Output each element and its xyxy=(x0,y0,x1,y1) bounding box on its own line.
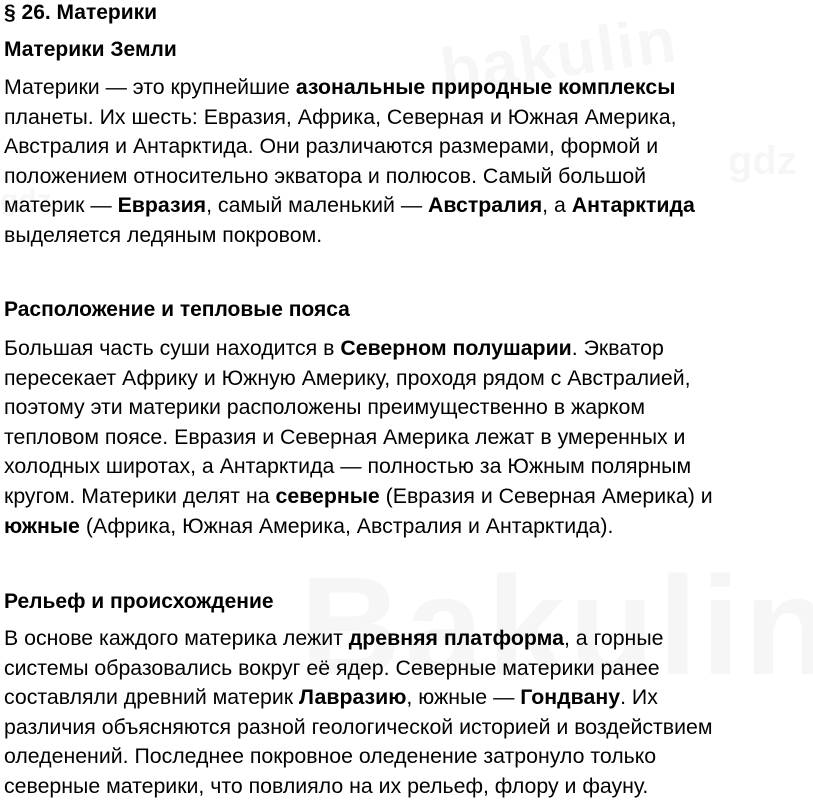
heading-location-and-heat-belts: Расположение и тепловые пояса xyxy=(4,298,350,321)
text-run: , а горные xyxy=(563,626,664,650)
text-run: (Евразия и Северная Америка) и xyxy=(379,483,713,508)
paragraph-location-and-heat-belts xyxy=(4,334,809,541)
text-run: оледенений. Последнее покровное оледенение затронуло только xyxy=(4,744,657,769)
paragraph-line xyxy=(4,393,809,423)
paragraph-line xyxy=(4,334,809,364)
text-run: тепловом поясе. Евразия и Северная Америка лежат в умеренных и xyxy=(4,424,686,449)
text-run: пересекает Африку и Южную Америку, проходя рядом с Австралией, xyxy=(4,365,691,390)
text-run: кругом. Материки делят на xyxy=(4,483,276,508)
paragraph-continents-of-earth xyxy=(4,73,809,251)
text-run: холодных широтах, а Антарктида — полностью за Южным полярным xyxy=(4,454,692,479)
paragraph-line xyxy=(4,512,809,542)
text-run: (Африка, Южная Америка, Австралия и Антарктида). xyxy=(79,513,614,538)
paragraph-line xyxy=(4,364,809,394)
text-run: . Их xyxy=(620,685,658,710)
text-run: выделяется ледяным покровом. xyxy=(4,222,323,247)
heading-continents-of-earth: Материки Земли xyxy=(4,38,177,61)
bold-term: Гондвану xyxy=(520,685,621,710)
text-run: . Экватор xyxy=(571,336,664,360)
paragraph-line xyxy=(4,221,809,251)
paragraph-line xyxy=(4,654,809,684)
section-title: § 26. Материки xyxy=(4,1,158,24)
text-run: различия объясняются разной геологической историей и воздействием xyxy=(4,714,713,739)
bold-term: Северном полушарии xyxy=(340,336,572,360)
bold-term: Лавразию xyxy=(299,685,407,710)
text-run: Материки — это крупнейшие xyxy=(4,75,296,99)
text-run: , а xyxy=(542,193,572,218)
text-run: северные материки, что повлияло на их рельеф, флору и фауну. xyxy=(4,773,649,798)
text-run: планеты. Их шесть: Евразия, Африка, Северная и Южная Америка, xyxy=(4,104,677,129)
paragraph-line xyxy=(4,103,809,133)
text-run: , южные — xyxy=(406,685,521,710)
text-run: системы образовались вокруг её ядер. Северные материки ранее xyxy=(4,655,660,680)
text-run: материк — xyxy=(4,193,118,218)
text-run: составляли древний материк xyxy=(4,685,300,710)
paragraph-line xyxy=(4,482,809,512)
paragraph-line xyxy=(4,683,809,713)
paragraph-line xyxy=(4,423,809,453)
paragraph-line xyxy=(4,624,809,654)
bold-term: азональные природные комплексы xyxy=(295,75,676,99)
paragraph-relief-and-origin xyxy=(4,624,809,802)
paragraph-line xyxy=(4,73,809,103)
bold-term: Антарктида xyxy=(571,193,695,218)
bold-term: северные xyxy=(275,483,380,508)
paragraph-line xyxy=(4,162,809,192)
text-run: В основе каждого материка лежит xyxy=(4,626,349,650)
heading-relief-and-origin: Рельеф и происхождение xyxy=(4,590,274,613)
paragraph-line xyxy=(4,191,809,221)
text-run: Большая часть суши находится в xyxy=(4,336,341,360)
text-run: положением относительно экватора и полюсов. Самый большой xyxy=(4,163,647,188)
bold-term: Австралия xyxy=(428,193,543,218)
paragraph-line xyxy=(4,742,809,772)
bold-term: южные xyxy=(4,513,80,538)
paragraph-line xyxy=(4,772,809,802)
text-run: поэтому эти материки расположены преимущественно в жарком xyxy=(4,395,645,420)
paragraph-line xyxy=(4,452,809,482)
text-run: Австралия и Антарктида. Они различаются размерами, формой и xyxy=(4,134,659,159)
text-run: , самый маленький — xyxy=(206,193,429,218)
paragraph-line xyxy=(4,132,809,162)
bold-term: древняя платформа xyxy=(348,626,564,650)
bold-term: Евразия xyxy=(117,193,207,218)
paragraph-line xyxy=(4,713,809,743)
